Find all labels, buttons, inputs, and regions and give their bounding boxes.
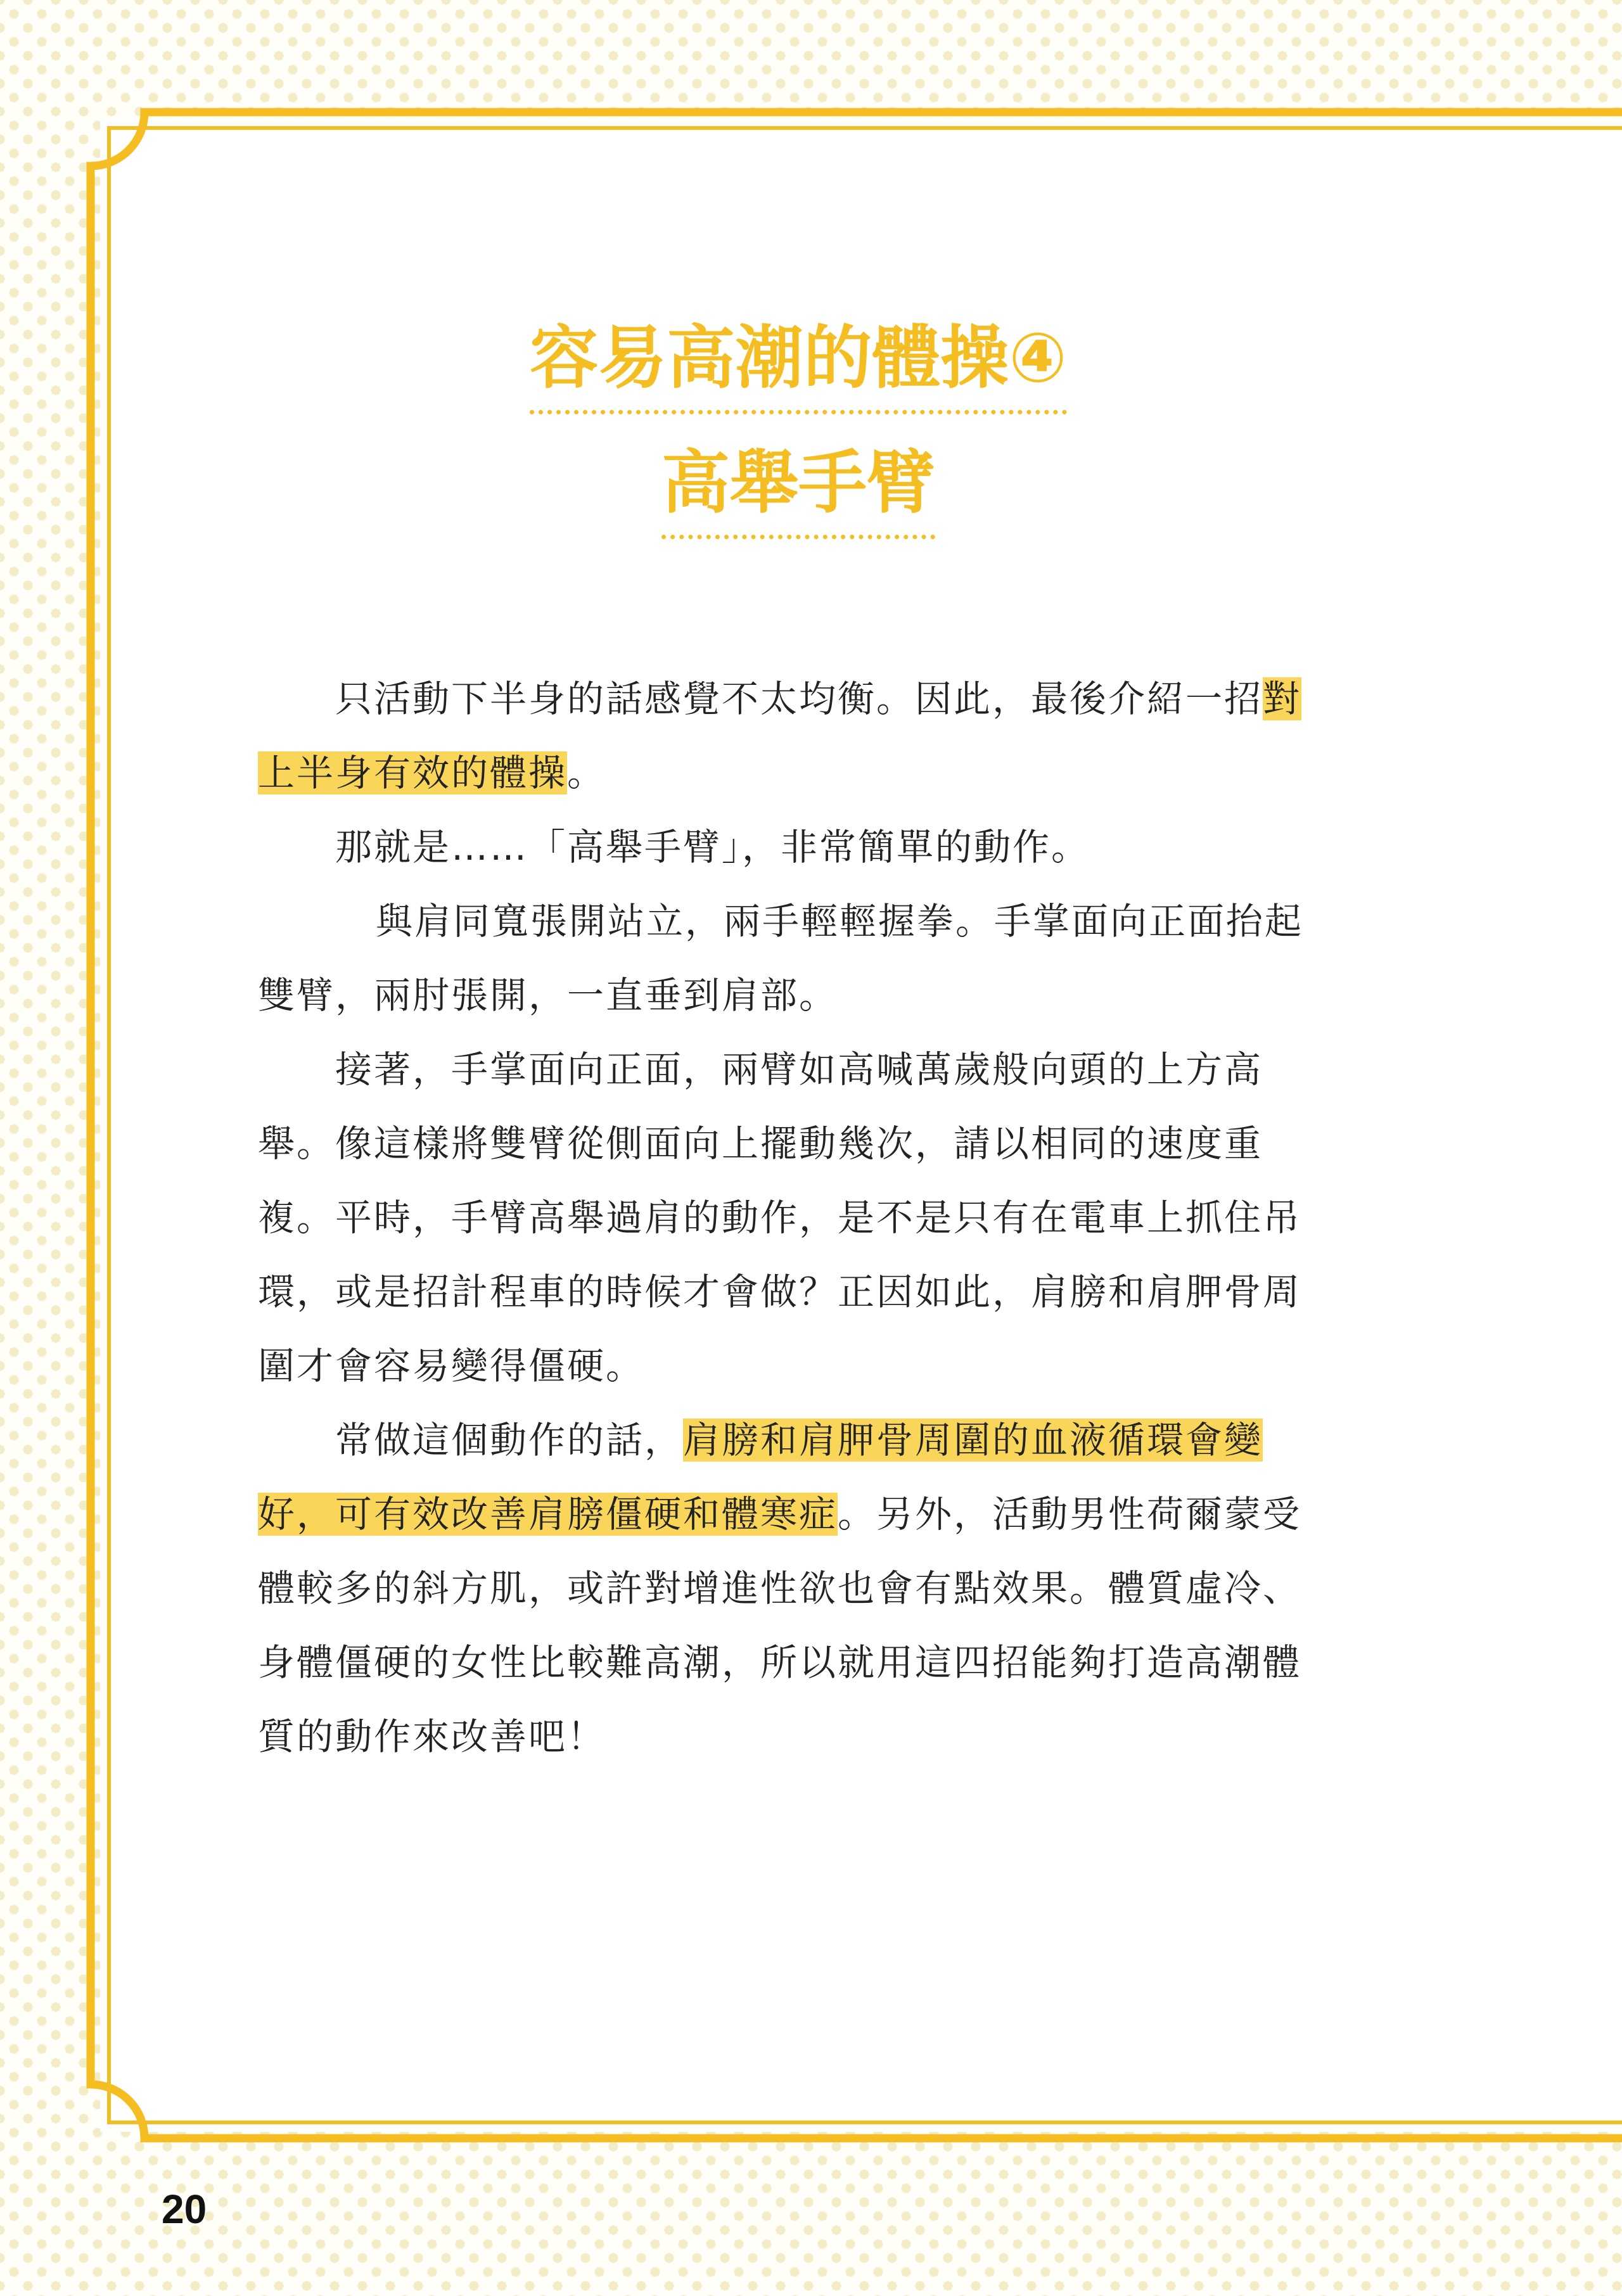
highlight: 上半身有效的體操 [258,751,568,794]
highlight: 好，可有效改善肩膀僵硬和體寒症 [258,1493,838,1536]
paragraph-line: 與肩同寬張開站立，兩手輕輕握拳。手掌面向正面抬起 [376,900,1304,943]
paragraph-line: 圍才會容易變得僵硬。 [258,1344,645,1387]
page-number: 20 [162,2186,207,2232]
paragraph-line: 複。平時，手臂高舉過肩的動作，是不是只有在電車上抓住吊 [258,1196,1302,1239]
body-text [258,662,1335,1774]
highlight: 肩膀和肩胛骨周圍的血液循環會變 [683,1419,1263,1462]
paragraph-line: 接著，手掌面向正面，兩臂如高喊萬歲般向頭的上方高 [335,1048,1263,1091]
paragraph-line: 舉。像這樣將雙臂從側面向上擺動幾次，請以相同的速度重 [258,1122,1263,1165]
page-title: 容易高潮的體操④ [0,303,1597,414]
paragraph-line: 身體僵硬的女性比較難高潮，所以就用這四招能夠打造高潮體 [258,1641,1302,1684]
paragraph-line: 雙臂，兩肘張開，一直垂到肩部。 [258,974,838,1017]
highlight: 對 [1263,677,1302,720]
paragraph-line: 那就是……「高舉手臂」，非常簡單的動作。 [335,826,1090,869]
paragraph-line: 只活動下半身的話感覺不太均衡。因此，最後介紹一招對 [335,677,1302,720]
page-subtitle: 高舉手臂 [0,428,1597,539]
paragraph-line: 好，可有效改善肩膀僵硬和體寒症。另外，活動男性荷爾蒙受 [258,1493,1302,1536]
paragraph-line: 常做這個動作的話，肩膀和肩胛骨周圍的血液循環會變 [335,1419,1263,1462]
paragraph-line: 體較多的斜方肌，或許對增進性欲也會有點效果。體質虛冷、 [258,1567,1302,1610]
paragraph-line: 質的動作來改善吧！ [258,1715,606,1758]
paragraph-line: 環，或是招計程車的時候才會做？正因如此，肩膀和肩胛骨周 [258,1270,1302,1313]
paragraph-line: 上半身有效的體操。 [258,751,606,794]
